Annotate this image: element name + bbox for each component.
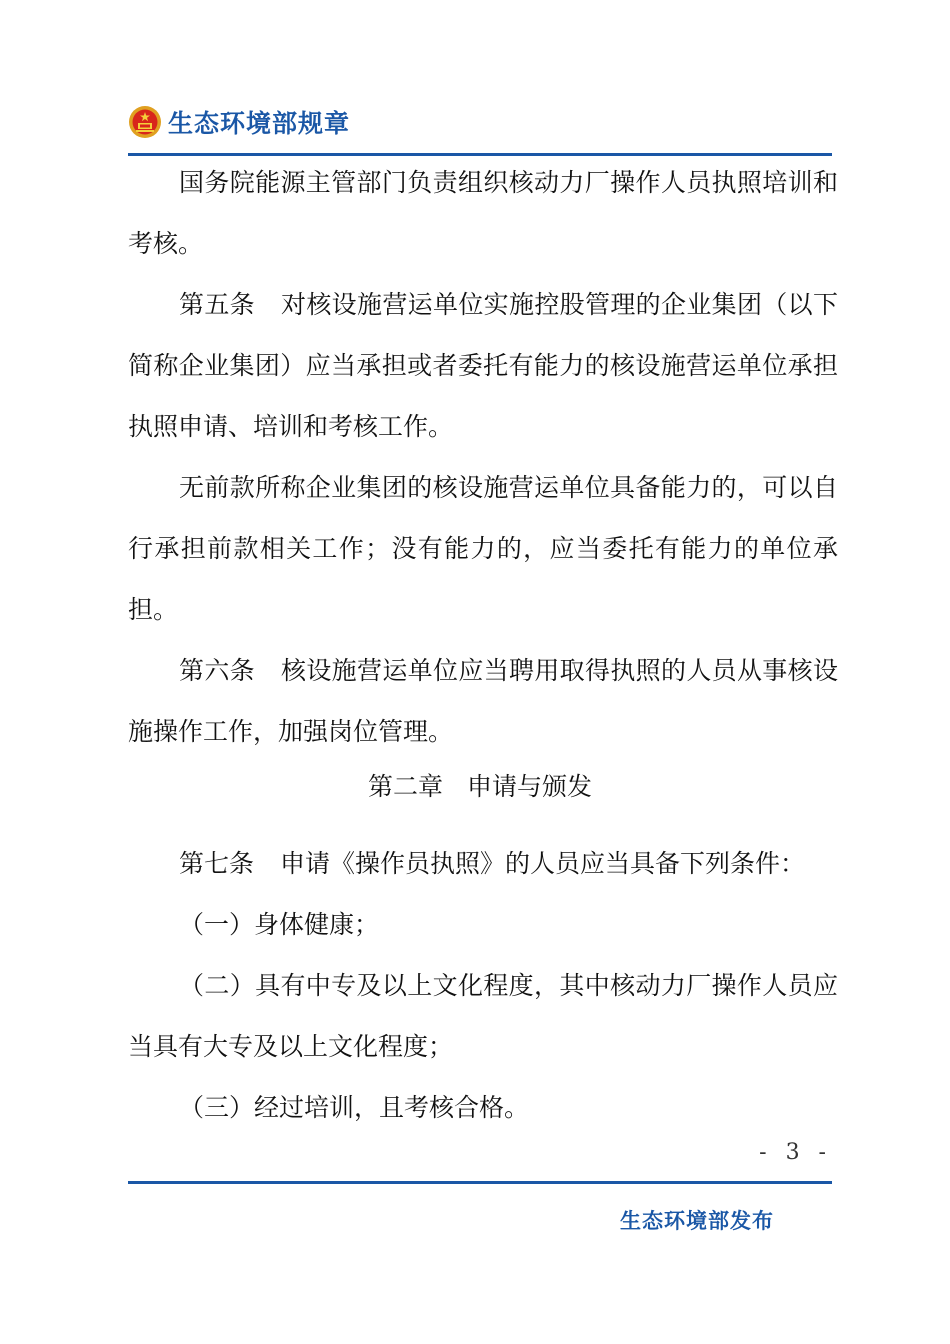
list-item <box>128 1077 838 1138</box>
list-item <box>128 955 838 1077</box>
header-title: 生态环境部规章 <box>168 109 351 138</box>
paragraph <box>128 457 838 640</box>
article-5 <box>128 274 838 457</box>
article-number: 第七条 <box>179 849 255 878</box>
paragraph-text: （二）具有中专及以上文化程度，其中核动力厂操作人员应当具有大专及以上文化程度； <box>128 971 838 1061</box>
chapter-number: 第二章 <box>367 772 443 801</box>
paragraph-text: 国务院能源主管部门负责组织核动力厂操作人员执照培训和考核。 <box>128 168 838 258</box>
list-item <box>128 894 838 955</box>
paragraph-text: 核设施营运单位应当聘用取得执照的人员从事核设施操作工作，加强岗位管理。 <box>128 656 838 746</box>
paragraph-text: （一）身体健康； <box>179 910 380 939</box>
footer-publisher: 生态环境部发布 <box>620 1209 774 1233</box>
paragraph <box>128 152 838 274</box>
document-body-bottom <box>128 833 838 1138</box>
paragraph-text: （三）经过培训，且考核合格。 <box>179 1093 530 1122</box>
national-emblem-icon <box>128 105 162 139</box>
document-body-top <box>128 152 838 762</box>
article-number: 第五条 <box>179 290 255 319</box>
article-number: 第六条 <box>179 656 255 685</box>
footer-rule <box>128 1181 832 1184</box>
chapter-heading <box>128 756 832 817</box>
chapter-title: 申请与颁发 <box>467 772 593 801</box>
paragraph-text: 对核设施营运单位实施控股管理的企业集团（以下简称企业集团）应当承担或者委托有能力的核设施营运单位承担执照申请、培训和考核工作。 <box>128 290 838 441</box>
paragraph-text: 无前款所称企业集团的核设施营运单位具备能力的，可以自行承担前款相关工作；没有能力的，应当委托有能力的单位承担。 <box>128 473 838 624</box>
page-number: - 3 - <box>759 1140 832 1165</box>
article-7 <box>128 833 838 894</box>
article-6 <box>128 640 838 762</box>
document-header <box>128 100 350 144</box>
paragraph-text: 申请《操作员执照》的人员应当具备下列条件： <box>280 849 806 878</box>
